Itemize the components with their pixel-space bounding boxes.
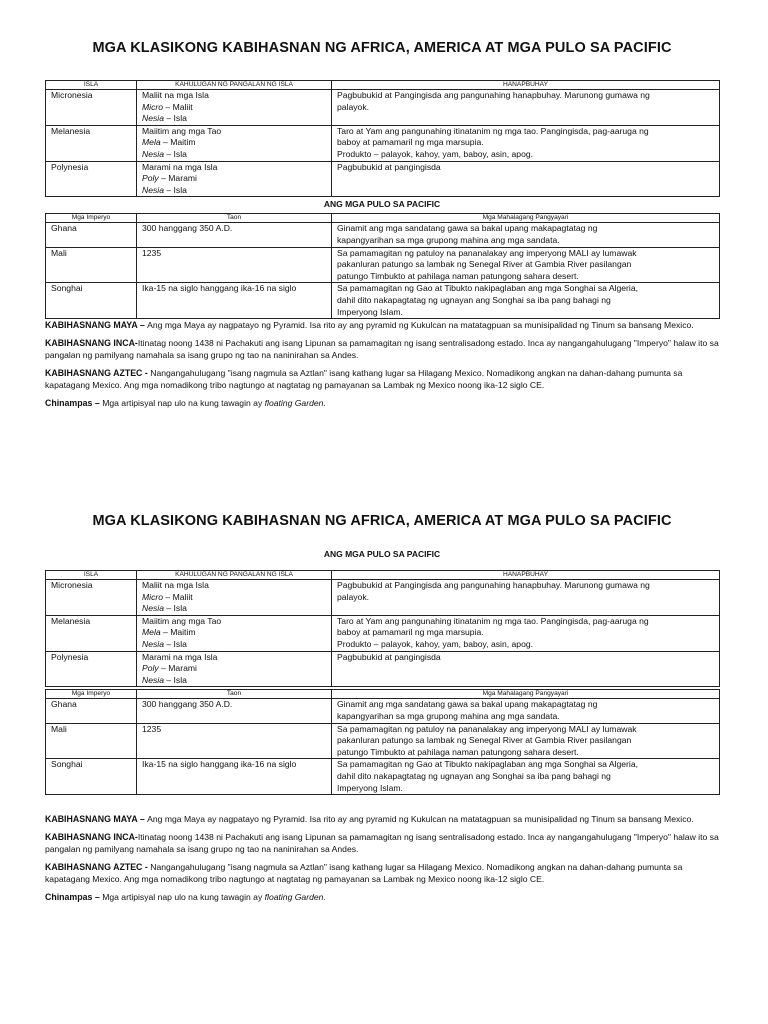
cell-meaning: – Isla (163, 638, 187, 649)
cell-line: Imperyong Islam. (337, 782, 403, 793)
page-title-repeat: MGA KLASIKONG KABIHASNAN NG AFRICA, AMERICA AT MGA PULO SA PACIFIC (92, 513, 672, 529)
cell-line: Sa pamamagitan ng Gao at Tibukto nakipaglaban ang mga Songhai sa Algeria, (337, 759, 638, 770)
cell-line: Sa pamamagitan ng patuloy na pananalakay ang imperyong MALI ay lumawak (337, 723, 637, 734)
cell-line: Produkto – palayok, kahoy, yam, baboy, asin, apog. (337, 148, 534, 159)
kahulugan-cell (137, 125, 332, 161)
aztec-paragraph (45, 367, 719, 391)
cell-line: pakanluran patungo sa lambak ng Senegal River at Gambia River pasilangan (337, 735, 632, 746)
hanapbuhay-cell (332, 90, 720, 126)
cell-line: palayok. (337, 101, 370, 112)
cell-term: Poly (142, 173, 159, 184)
cell-meaning: – Isla (163, 603, 187, 614)
pulo-table-repeat (45, 570, 720, 687)
table-row (46, 247, 720, 283)
aztec-label: KABIHASNANG AZTEC - (45, 862, 151, 873)
cell-line: Ginamit ang mga sandatang gawa sa bakal upang makapagtatag ng (337, 223, 598, 234)
cell-line: Sa pamamagitan ng Gao at Tibukto nakipaglaban ang mga Songhai sa Algeria, (337, 283, 638, 294)
isla-cell: Polynesia (46, 651, 137, 687)
cell-line: baboy at pamamaril ng mga marsupia. (337, 137, 484, 148)
maya-label: KABIHASNANG MAYA – (45, 320, 148, 331)
cell-line: kapangyarihan sa mga grupong mahina ang mga sandata. (337, 234, 560, 245)
cell-line: Marami na mga Isla (142, 651, 218, 662)
cell-line: Ginamit ang mga sandatang gawa sa bakal upang makapagtatag ng (337, 699, 598, 710)
cell-line: patungo Timbukto at pahilaga naman patungong sahara desert. (337, 270, 579, 281)
taon-cell: 1235 (137, 247, 332, 283)
cell-line: Marami na mga Isla (142, 161, 218, 172)
pangyayari-cell (332, 247, 720, 283)
chinampas-text: Mga artipisyal nap ulo na kung tawagin ay (102, 892, 265, 903)
table-header-row (46, 690, 720, 699)
section-top (45, 40, 719, 415)
paragraph-block (45, 319, 719, 409)
cell-line: patungo Timbukto at pahilaga naman patungong sahara desert. (337, 746, 579, 757)
cell-line: Maiitim ang mga Tao (142, 125, 222, 136)
column-header: Taon (137, 690, 332, 699)
pangyayari-cell (332, 759, 720, 795)
cell-line: dahil dito nakapagtatag ng ugnayan ang Songhai sa iba pang bahagi ng (337, 294, 611, 305)
cell-line: kapangyarihan sa mga grupong mahina ang mga sandata. (337, 710, 560, 721)
cell-line: Maliit na mga Isla (142, 580, 209, 590)
imperyo-cell: Ghana (46, 699, 137, 723)
pangyayari-cell (332, 699, 720, 723)
inca-paragraph (45, 337, 719, 361)
column-header: ISLA (46, 571, 137, 580)
cell-term: Nesia (142, 148, 164, 159)
taon-cell: 300 hanggang 350 A.D. (137, 223, 332, 247)
chinampas-end: . (323, 398, 326, 409)
cell-line: Sa pamamagitan ng patuloy na pananalakay ang imperyong MALI ay lumawak (337, 247, 637, 258)
taon-cell: Ika-15 na siglo hanggang ika-16 na siglo (137, 283, 332, 319)
column-header: Mga Imperyo (46, 214, 137, 223)
cell-meaning: – Marami (158, 663, 197, 674)
inca-label: KABIHASNANG INCA- (45, 338, 138, 349)
cell-line: Pagbubukid at Pangingisda ang pangunahing hanapbuhay. Marunong gumawa ng (337, 90, 650, 100)
cell-line: baboy at pamamaril ng mga marsupia. (337, 627, 484, 638)
inca-text: Itinatag noong 1438 ni Pachakuti ang isang Lipunan sa pamamagitan ng isang sentralisadong estado. Inca ay nangangahulugang "Imperyo" halaw ito sa pangalan ng pamilyang namahala sa isang grupo ng tao na naninirahan sa Andes. (45, 338, 719, 361)
table-row (46, 759, 720, 795)
cell-meaning: – Maliit (163, 101, 193, 112)
chinampas-italic: floating Garden (264, 892, 324, 903)
hanapbuhay-cell (332, 125, 720, 161)
pacific-heading: ANG MGA PULO SA PACIFIC (323, 549, 441, 559)
cell-line: Taro at Yam ang pangunahing itinatanim ng mga tao. Pangingisda, pag-aaruga ng (337, 125, 649, 136)
isla-cell: Polynesia (46, 161, 137, 197)
cell-line: pakanluran patungo sa lambak ng Senegal River at Gambia River pasilangan (337, 259, 632, 270)
inca-paragraph (45, 831, 719, 855)
cell-line: Pagbubukid at Pangingisda ang pangunahing hanapbuhay. Marunong gumawa ng (337, 580, 650, 590)
imperyo-table (45, 213, 720, 319)
hanapbuhay-cell (332, 161, 720, 197)
kahulugan-cell (137, 580, 332, 616)
column-header: Mga Imperyo (46, 690, 137, 699)
table-row (46, 161, 720, 197)
chinampas-paragraph (45, 397, 719, 409)
imperyo-cell: Mali (46, 247, 137, 283)
column-header: ISLA (46, 81, 137, 90)
maya-label: KABIHASNANG MAYA – (45, 814, 148, 825)
isla-cell: Micronesia (46, 90, 137, 126)
hanapbuhay-cell (332, 651, 720, 687)
chinampas-text: Mga artipisyal nap ulo na kung tawagin ay (102, 398, 265, 409)
page-title: MGA KLASIKONG KABIHASNAN NG AFRICA, AMERICA AT MGA PULO SA PACIFIC (92, 40, 672, 56)
table-row (46, 580, 720, 616)
cell-line: dahil dito nakapagtatag ng ugnayan ang Songhai sa iba pang bahagi ng (337, 770, 611, 781)
maya-paragraph (45, 319, 719, 331)
column-header: HANAPBUHAY (332, 571, 720, 580)
chinampas-italic: floating Garden (264, 398, 324, 409)
kahulugan-cell (137, 90, 332, 126)
kahulugan-cell (137, 615, 332, 651)
table-row (46, 651, 720, 687)
isla-cell: Micronesia (46, 580, 137, 616)
hanapbuhay-cell (332, 580, 720, 616)
column-header: KAHULUGAN NG PANGALAN NG ISLA (137, 571, 332, 580)
cell-meaning: – Maitim (160, 627, 196, 638)
chinampas-paragraph (45, 891, 719, 903)
table-row (46, 125, 720, 161)
cell-meaning: – Marami (158, 173, 197, 184)
inca-label: KABIHASNANG INCA- (45, 832, 138, 843)
cell-term: Mela (142, 137, 161, 148)
table-header-row (46, 571, 720, 580)
hanapbuhay-cell (332, 615, 720, 651)
cell-line: Maliit na mga Isla (142, 90, 209, 100)
paragraph-block-repeat (45, 813, 719, 903)
pangyayari-cell (332, 223, 720, 247)
cell-line: Pagbubukid at pangingisda (337, 161, 441, 172)
column-header: Mga Mahalagang Pangyayari (332, 690, 720, 699)
taon-cell: 1235 (137, 723, 332, 759)
cell-term: Nesia (142, 113, 164, 124)
cell-term: Micro (142, 591, 164, 602)
chinampas-label: Chinampas – (45, 892, 103, 903)
cell-term: Nesia (142, 674, 164, 685)
pangyayari-cell (332, 723, 720, 759)
imperyo-cell: Songhai (46, 759, 137, 795)
cell-meaning: – Isla (163, 148, 187, 159)
cell-line: Pagbubukid at pangingisda (337, 651, 441, 662)
column-header: HANAPBUHAY (332, 81, 720, 90)
taon-cell: Ika-15 na siglo hanggang ika-16 na siglo (137, 759, 332, 795)
kahulugan-cell (137, 651, 332, 687)
imperyo-table-repeat (45, 689, 720, 795)
table-row (46, 223, 720, 247)
cell-line: Taro at Yam ang pangunahing itinatanim ng mga tao. Pangingisda, pag-aaruga ng (337, 615, 649, 626)
cell-term: Nesia (142, 638, 164, 649)
imperyo-cell: Songhai (46, 283, 137, 319)
cell-meaning: – Isla (163, 674, 187, 685)
cell-line: Imperyong Islam. (337, 306, 403, 317)
cell-term: Poly (142, 663, 159, 674)
isla-cell: Melanesia (46, 615, 137, 651)
pangyayari-cell (332, 283, 720, 319)
table-header-row (46, 81, 720, 90)
imperyo-cell: Mali (46, 723, 137, 759)
chinampas-end: . (323, 892, 326, 903)
taon-cell: 300 hanggang 350 A.D. (137, 699, 332, 723)
maya-paragraph (45, 813, 719, 825)
table-row (46, 699, 720, 723)
section-bottom (45, 513, 719, 909)
cell-meaning: – Isla (163, 113, 187, 124)
column-header: Mga Mahalagang Pangyayari (332, 214, 720, 223)
cell-term: Mela (142, 627, 161, 638)
cell-term: Nesia (142, 184, 164, 195)
column-header: Taon (137, 214, 332, 223)
cell-meaning: – Isla (163, 184, 187, 195)
aztec-text: Nangangahulugang "isang nagmula sa Aztlan" isang kathang lugar sa Hilagang Mexico. Nomadikong angkan na dahan-dahang pumunta sa kapatagang Mexico. Ang mga nomadikong tribo nagtungo at nagtatag ng pamayanan sa Lambak ng Mexico noong ika-12 siglo CE. (45, 862, 683, 885)
cell-line: Produkto – palayok, kahoy, yam, baboy, asin, apog. (337, 638, 534, 649)
table-header-row (46, 214, 720, 223)
cell-term: Micro (142, 101, 164, 112)
cell-meaning: – Maliit (163, 591, 193, 602)
kahulugan-cell (137, 161, 332, 197)
aztec-label: KABIHASNANG AZTEC - (45, 368, 151, 379)
cell-line: Maiitim ang mga Tao (142, 615, 222, 626)
cell-line: palayok. (337, 591, 370, 602)
table-row (46, 90, 720, 126)
column-header: KAHULUGAN NG PANGALAN NG ISLA (137, 81, 332, 90)
table-row (46, 723, 720, 759)
maya-text: Ang mga Maya ay nagpatayo ng Pyramid. Isa rito ay ang pyramid ng Kukulcan na matatagpuan sa munisipalidad ng Tinum sa bansang Mexico. (147, 814, 694, 825)
cell-term: Nesia (142, 603, 164, 614)
chinampas-label: Chinampas – (45, 398, 103, 409)
aztec-text: Nangangahulugang "isang nagmula sa Aztlan" isang kathang lugar sa Hilagang Mexico. Nomadikong angkan na dahan-dahang pumunta sa kapatagang Mexico. Ang mga nomadikong tribo nagtungo at nagtatag ng pamayanan sa Lambak ng Mexico noong ika-12 siglo CE. (45, 368, 683, 391)
table-row (46, 283, 720, 319)
pacific-heading: ANG MGA PULO SA PACIFIC (323, 199, 441, 210)
aztec-paragraph (45, 861, 719, 885)
imperyo-cell: Ghana (46, 223, 137, 247)
table-row (46, 615, 720, 651)
pulo-table (45, 80, 720, 197)
isla-cell: Melanesia (46, 125, 137, 161)
inca-text: Itinatag noong 1438 ni Pachakuti ang isang Lipunan sa pamamagitan ng isang sentralisadong estado. Inca ay nangangahulugang "Imperyo" halaw ito sa pangalan ng pamilyang namahala sa isang grupo ng tao na naninirahan sa Andes. (45, 832, 719, 855)
cell-meaning: – Maitim (160, 137, 196, 148)
maya-text: Ang mga Maya ay nagpatayo ng Pyramid. Isa rito ay ang pyramid ng Kukulcan na matatagpuan sa munisipalidad ng Tinum sa bansang Mexico. (147, 320, 694, 331)
